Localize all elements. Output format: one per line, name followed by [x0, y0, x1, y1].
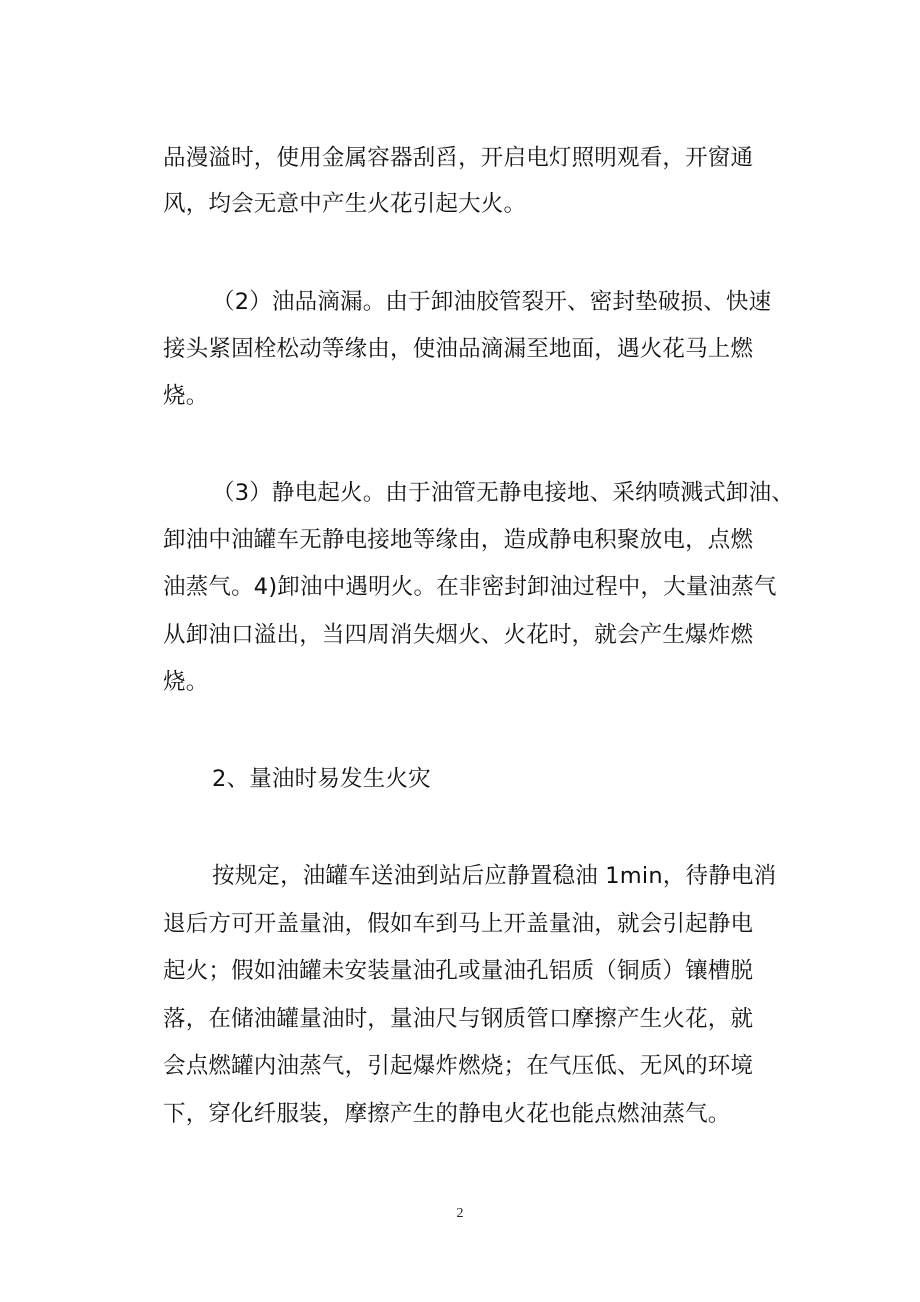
paragraph-line: 风，均会无意中产生火花引起大火。	[163, 191, 527, 217]
paragraph-line: 按规定，油罐车送油到站后应静置稳油 1min，待静电消	[212, 863, 777, 889]
paragraph-line: 品漫溢时，使用金属容器刮舀，开启电灯照明观看，开窗通	[163, 145, 754, 171]
paragraph-line: 下，穿化纤服装，摩擦产生的静电火花也能点燃油蒸气。	[163, 1101, 731, 1127]
paragraph-line: 烧。	[163, 669, 209, 695]
paragraph-line: 起火；假如油罐未安装量油孔或量油孔铝质（铜质）镶槽脱	[163, 958, 754, 984]
paragraph-line: （3）静电起火。由于油管无静电接地、采纳喷溅式卸油、	[212, 480, 795, 506]
paragraph-line: 从卸油口溢出，当四周消失烟火、火花时，就会产生爆炸燃	[163, 622, 754, 648]
paragraph-line: 卸油中油罐车无静电接地等缘由，造成静电积聚放电，点燃	[163, 527, 754, 553]
paragraph-line: 接头紧固栓松动等缘由，使油品滴漏至地面，遇火花马上燃	[163, 336, 754, 362]
paragraph-line: 会点燃罐内油蒸气，引起爆炸燃烧；在气压低、无风的环境	[163, 1053, 754, 1079]
page-number: 2	[456, 1206, 464, 1221]
paragraph-line: 烧。	[163, 383, 209, 409]
paragraph-line: 油蒸气。4)卸油中遇明火。在非密封卸油过程中，大量油蒸气	[163, 574, 777, 600]
paragraph-line: 落，在储油罐量油时，量油尺与钢质管口摩擦产生火花，就	[163, 1006, 754, 1032]
paragraph-line: 退后方可开盖量油，假如车到马上开盖量油，就会引起静电	[163, 911, 754, 937]
section-heading-text: 2、量油时易发生火灾	[212, 766, 431, 792]
paragraph-line: （2）油品滴漏。由于卸油胶管裂开、密封垫破损、快速	[212, 289, 772, 315]
